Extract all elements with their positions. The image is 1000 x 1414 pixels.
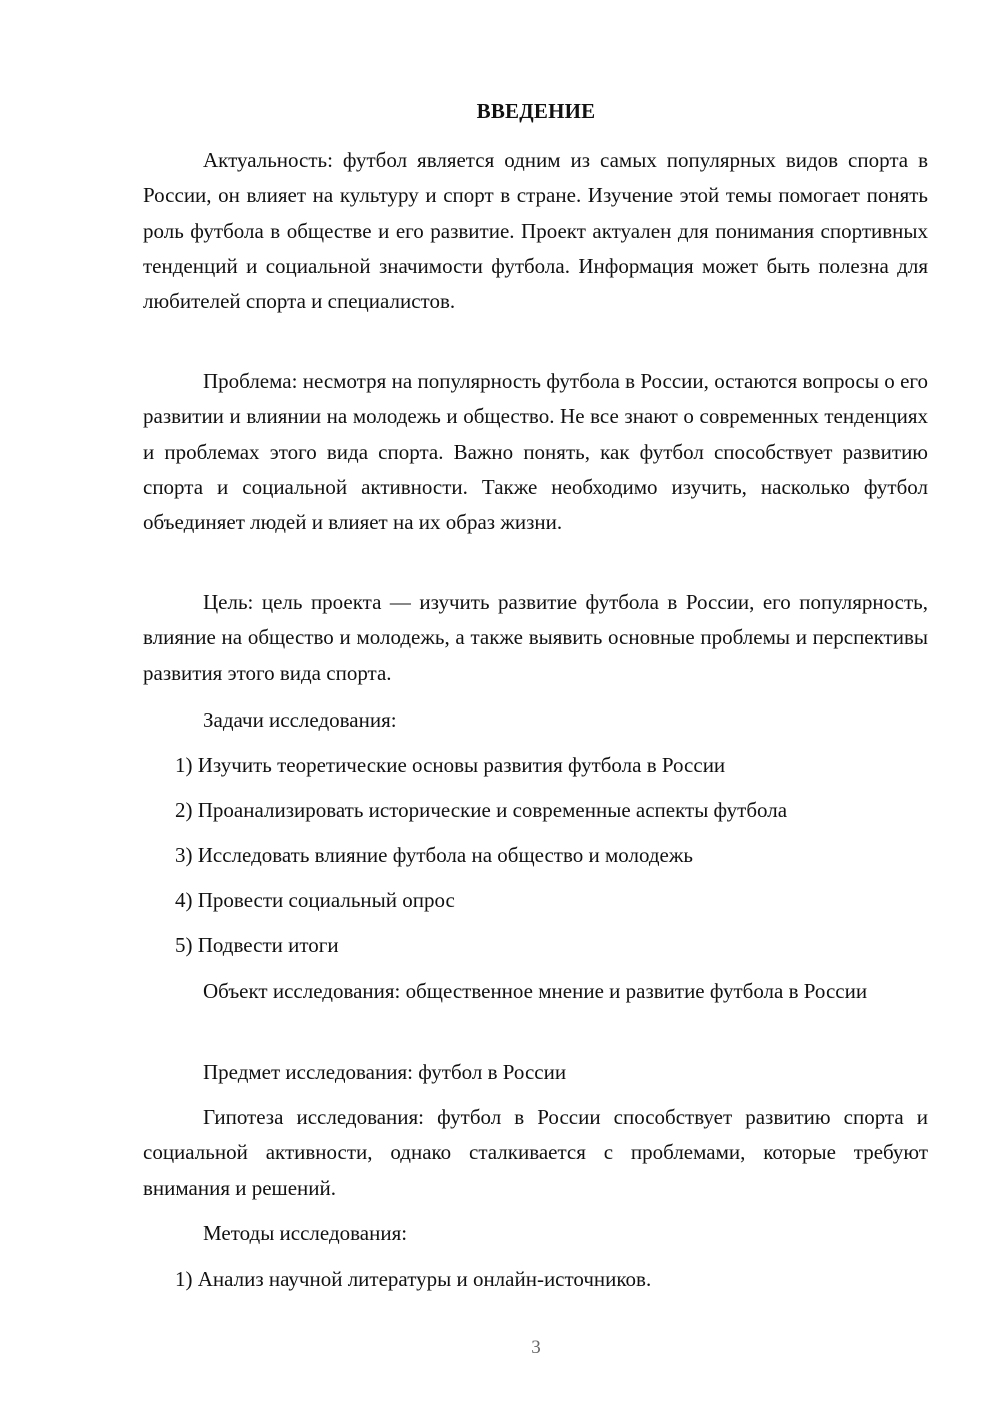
task-item: 4) Провести социальный опрос [175, 888, 455, 912]
task-item: 2) Проанализировать исторические и современные аспекты футбола [175, 798, 788, 822]
method-item: 1) Анализ научной литературы и онлайн-источников. [175, 1267, 652, 1291]
page-number: 3 [531, 1337, 541, 1358]
task-item: 1) Изучить теоретические основы развития футбола в России [175, 753, 726, 777]
object-paragraph: Объект исследования: общественное мнение и развитие футбола в России [203, 979, 868, 1003]
methods-heading: Методы исследования: [203, 1221, 408, 1245]
goal-paragraph: Цель: цель проекта — изучить развитие футбола в России, его популярность, влияние на общество и молодежь, а также выявить основные проблемы и перспективы развития этого вида спорта. [143, 590, 928, 685]
hypothesis-paragraph: Гипотеза исследования: футбол в России способствует развитию спорта и социальной активности, однако сталкивается с проблемами, которые требуют внимания и решений. [143, 1105, 928, 1200]
tasks-heading: Задачи исследования: [203, 708, 397, 732]
task-item: 5) Подвести итоги [175, 933, 339, 957]
problem-paragraph: Проблема: несмотря на популярность футбола в России, остаются вопросы о его развитии и влиянии на молодежь и общество. Не все знают о современных тенденциях и проблемах этого вида спорта. Важно понять, как футбол способствует развитию спорта и социальной активности. Также необходимо изучить, насколько футбол объединяет людей и влияет на их образ жизни. [143, 369, 928, 535]
relevance-paragraph: Актуальность: футбол является одним из самых популярных видов спорта в России, он влияет на культуру и спорт в стране. Изучение этой темы помогает понять роль футбола в обществе и его развитие. Проект актуален для понимания спортивных тенденций и социальной значимости футбола. Информация может быть полезна для любителей спорта и специалистов. [143, 148, 928, 314]
subject-line: Предмет исследования: футбол в России [203, 1060, 567, 1084]
task-item: 3) Исследовать влияние футбола на общество и молодежь [175, 843, 693, 867]
section-heading: ВВЕДЕНИЕ [476, 99, 596, 123]
